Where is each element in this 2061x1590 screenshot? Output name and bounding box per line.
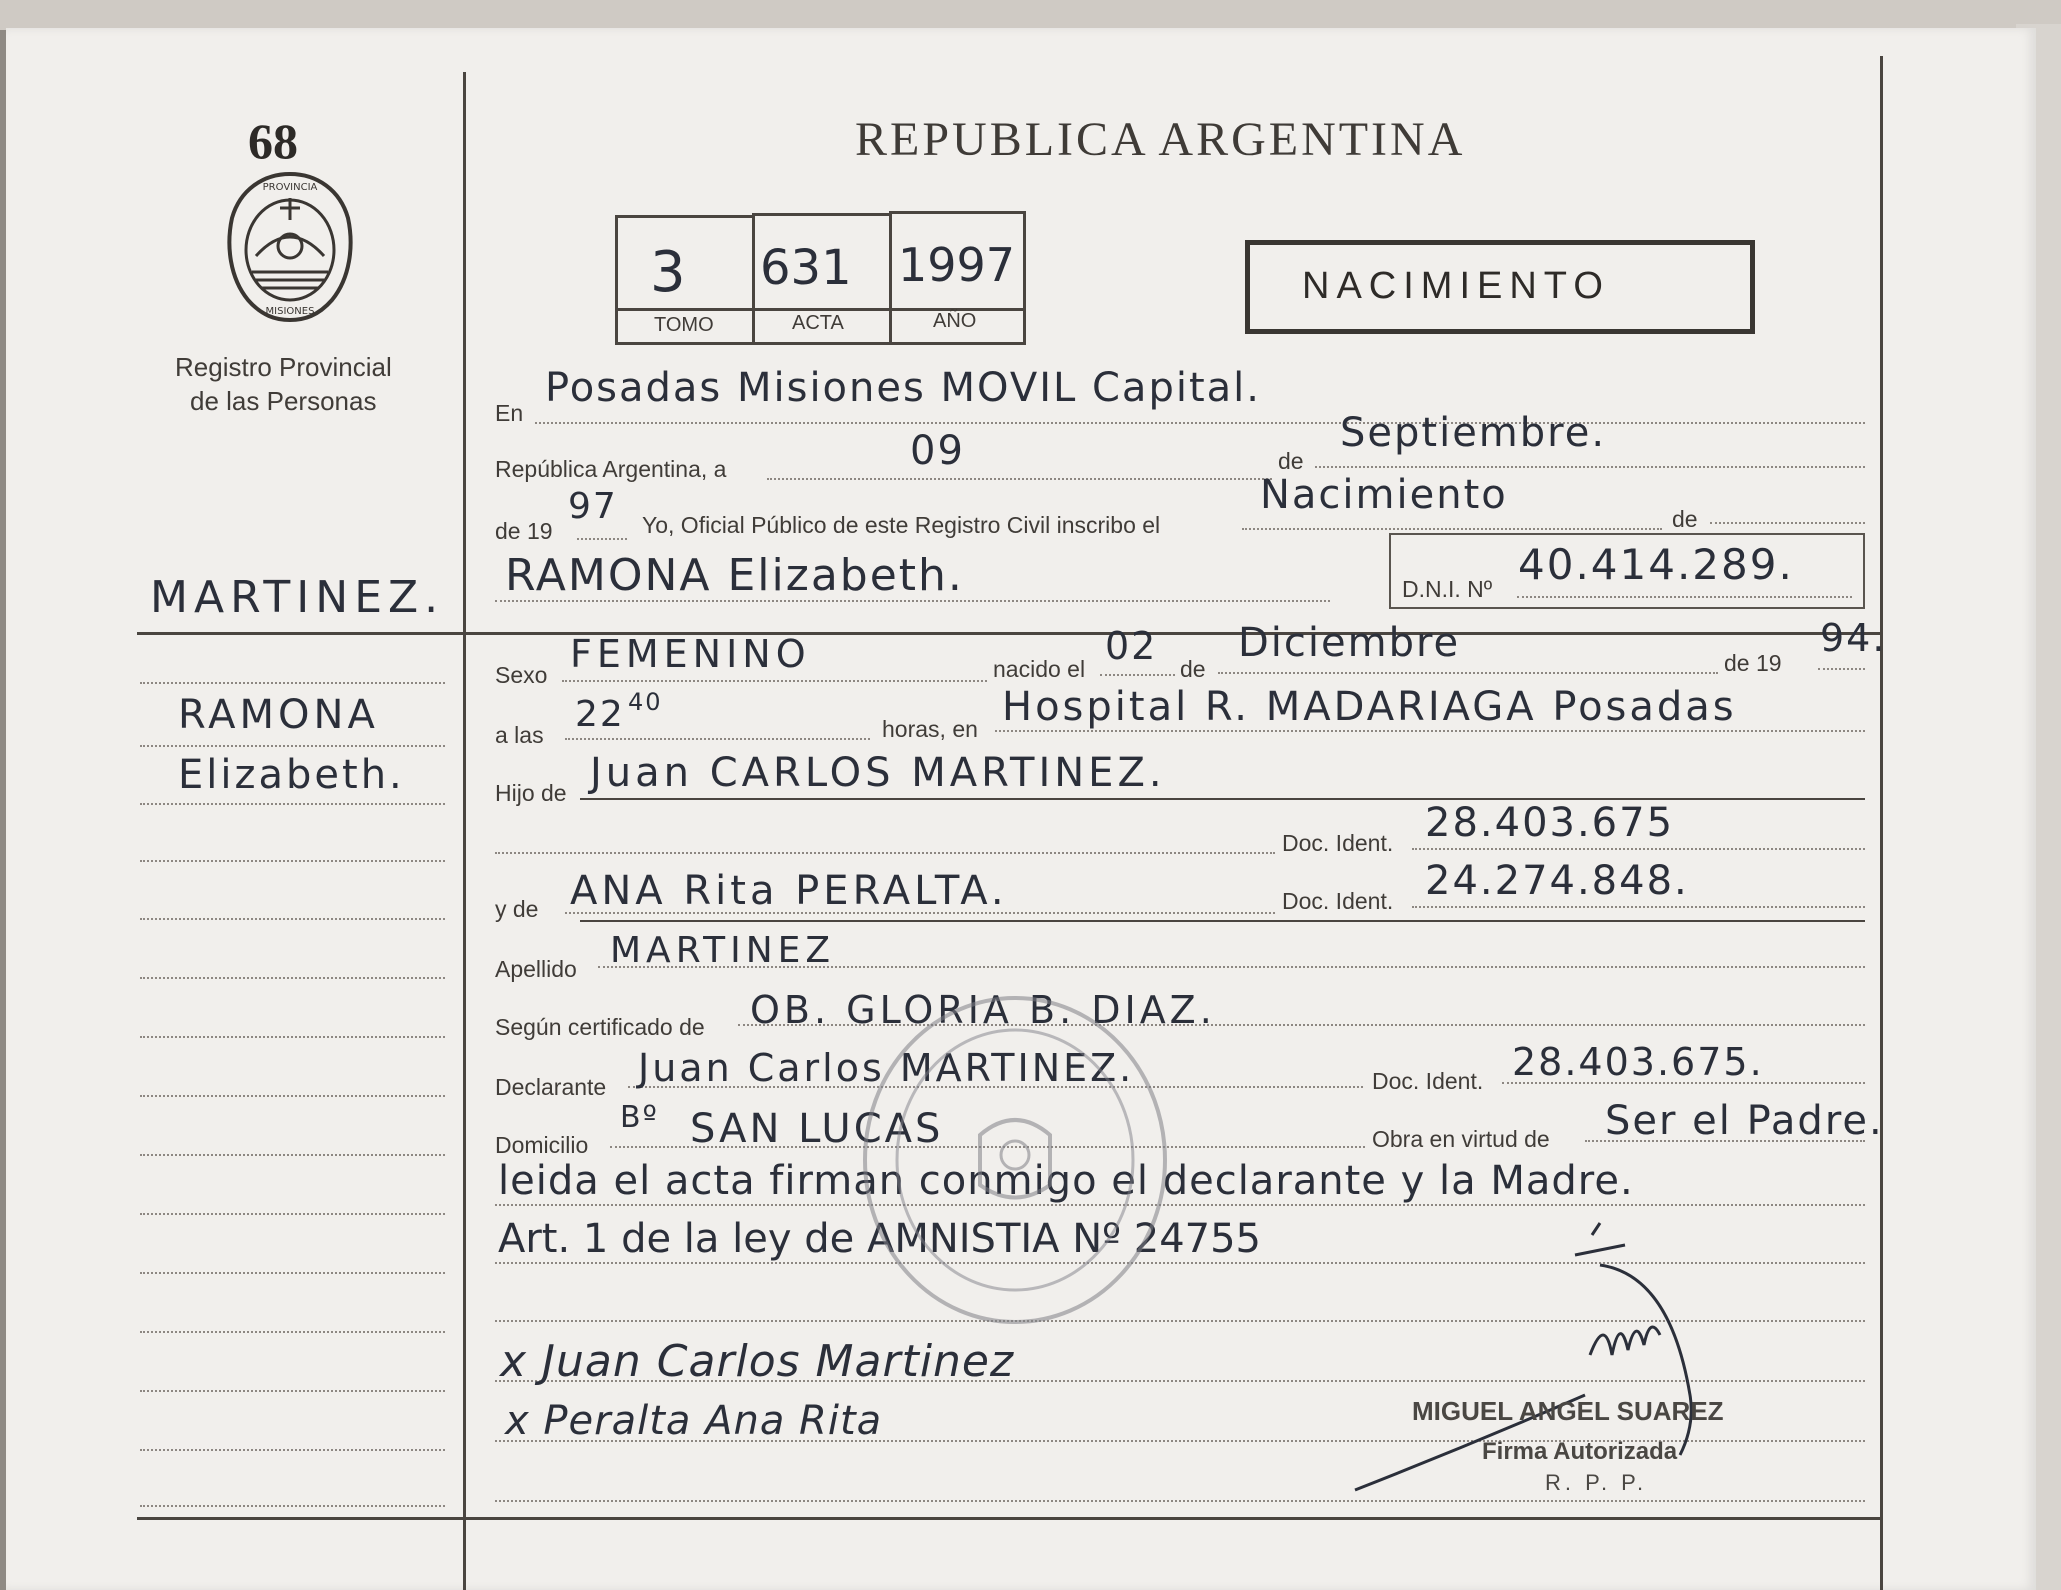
note-1: leida el acta firman conmigo el declarante y la Madre.: [498, 1158, 1634, 1204]
tomo-value: 3: [650, 240, 688, 305]
margin-line: [140, 1331, 445, 1333]
surname-value: MARTINEZ: [610, 930, 836, 971]
name-value: RAMONA Elizabeth.: [505, 550, 964, 601]
label-de-anio: de 19: [1724, 650, 1782, 676]
father-doc-line: [1412, 848, 1865, 850]
label-de-dia: de: [1180, 656, 1206, 682]
right-border: [1880, 56, 1883, 1590]
domicile-prefix: Bº: [620, 1100, 659, 1135]
acta-label: ACTA: [792, 312, 844, 334]
tomo-label: TOMO: [654, 314, 714, 336]
month-value: Septiembre.: [1340, 410, 1607, 456]
time-line: [565, 738, 870, 740]
margin-line: [140, 1154, 445, 1156]
mother-value: ANA Rita PERALTA.: [570, 868, 1008, 914]
hospital-line: [995, 730, 1865, 732]
margin-divider: [463, 72, 466, 1590]
registry-line-1: Registro Provincial: [175, 352, 392, 382]
event-value: Nacimiento: [1260, 472, 1508, 518]
label-doc-3: Doc. Ident.: [1372, 1068, 1484, 1094]
mother-doc-line: [1412, 906, 1865, 908]
father-value: Juan CARLOS MARTINEZ.: [590, 750, 1166, 796]
declarant-doc-value: 28.403.675.: [1512, 1040, 1764, 1084]
birth-year-value: 94.: [1820, 616, 1887, 660]
label-de-right: de: [1672, 506, 1698, 532]
label-hijo: Hijo de: [495, 780, 567, 806]
margin-line: [140, 803, 445, 805]
domicile-value: SAN LUCAS: [690, 1106, 944, 1152]
label-nacido: nacido el: [993, 656, 1086, 682]
margin-line: [140, 1449, 445, 1451]
label-domicilio: Domicilio: [495, 1132, 589, 1158]
signature-mother: x Peralta Ana Rita: [505, 1398, 883, 1444]
certificate-value: OB. GLORIA B. DIAZ.: [750, 988, 1216, 1032]
label-de-19: de 19: [495, 518, 553, 544]
label-dni: D.N.I. Nº: [1402, 576, 1493, 602]
margin-line: [140, 1505, 445, 1507]
day-value: 09: [910, 428, 965, 474]
margin-line: [140, 745, 445, 747]
note-line-1: [495, 1204, 1865, 1206]
birth-month-line: [1218, 672, 1718, 674]
label-apellido: Apellido: [495, 956, 577, 982]
margin-line: [140, 1272, 445, 1274]
official-name: MIGUEL ANGEL SUAREZ: [1412, 1396, 1724, 1426]
margin-line: [140, 1036, 445, 1038]
time-hour: 22: [575, 694, 625, 735]
margin-given-line-2: Elizabeth.: [178, 752, 405, 798]
day-line: [767, 478, 1272, 480]
father-doc-blank-line: [495, 852, 1275, 854]
year-value: 97: [568, 486, 618, 527]
record-type: NACIMIENTO: [1302, 265, 1610, 307]
event-tail-line: [1710, 522, 1865, 524]
margin-line: [140, 1213, 445, 1215]
signature-father: x Juan Carlos Martinez: [500, 1336, 1015, 1387]
margin-surname: MARTINEZ.: [150, 572, 445, 623]
margin-line: [140, 1095, 445, 1097]
sex-value: FEMENINO: [570, 632, 811, 676]
misiones-seal-icon: [222, 168, 358, 324]
label-y-de: y de: [495, 896, 539, 922]
margin-given-line-1: RAMONA: [178, 692, 379, 738]
label-doc-1: Doc. Ident.: [1282, 830, 1394, 856]
official-org: R. P. P.: [1545, 1470, 1648, 1495]
page-number: 68: [248, 113, 298, 169]
margin-line: [140, 860, 445, 862]
time-minutes: 40: [628, 688, 663, 716]
mother-doc-value: 24.274.848.: [1425, 858, 1689, 904]
acta-value: 631: [760, 240, 852, 296]
official-stamp-icon: [850, 985, 1180, 1335]
dni-value: 40.414.289.: [1518, 540, 1794, 589]
birth-day-line: [1100, 674, 1175, 676]
dni-line: [1517, 596, 1852, 598]
label-obra: Obra en virtud de: [1372, 1126, 1550, 1152]
footer-divider: [137, 1517, 1880, 1520]
place-line: [535, 422, 1865, 424]
page-title: REPUBLICA ARGENTINA: [855, 113, 1466, 166]
anio-label: AÑO: [933, 310, 977, 332]
event-line: [1242, 528, 1662, 530]
label-en: En: [495, 400, 524, 426]
registry-line-2: de las Personas: [190, 386, 377, 416]
seal-text-top: PROVINCIA: [262, 182, 318, 193]
label-republica: República Argentina, a: [495, 456, 727, 482]
birth-year-line: [1818, 668, 1865, 670]
declarant-value: Juan Carlos MARTINEZ.: [638, 1046, 1135, 1090]
label-declarante: Declarante: [495, 1074, 607, 1100]
birth-day-value: 02: [1105, 624, 1158, 668]
label-segun: Según certificado de: [495, 1014, 705, 1040]
label-de-month: de: [1278, 448, 1304, 474]
mother-divider: [580, 920, 1865, 922]
margin-line: [140, 682, 445, 684]
note-2: Art. 1 de la ley de AMNISTIA Nº 24755: [498, 1216, 1261, 1262]
seal-text-bottom: MISIONES: [265, 306, 315, 317]
label-yo-oficial: Yo, Oficial Público de este Registro Civil inscribo el: [642, 512, 1161, 538]
official-title: Firma Autorizada: [1482, 1438, 1678, 1465]
book-top-edge: [0, 0, 2061, 30]
label-sexo: Sexo: [495, 662, 548, 688]
year-line: [577, 538, 627, 540]
margin-line: [140, 918, 445, 920]
place-value: Posadas Misiones MOVIL Capital.: [545, 365, 1261, 411]
anio-value: 1997: [898, 238, 1016, 292]
header-divider: [137, 632, 1880, 635]
margin-line: [140, 977, 445, 979]
hospital-value: Hospital R. MADARIAGA Posadas: [1002, 684, 1737, 730]
label-doc-2: Doc. Ident.: [1282, 888, 1394, 914]
margin-line: [140, 1390, 445, 1392]
by-virtue-value: Ser el Padre.: [1605, 1098, 1884, 1144]
label-horas: horas, en: [882, 716, 978, 742]
birth-month-value: Diciembre: [1238, 620, 1461, 666]
label-a-las: a las: [495, 722, 544, 748]
sex-line: [562, 680, 987, 682]
father-doc-value: 28.403.675: [1425, 800, 1675, 846]
month-line: [1315, 466, 1865, 468]
